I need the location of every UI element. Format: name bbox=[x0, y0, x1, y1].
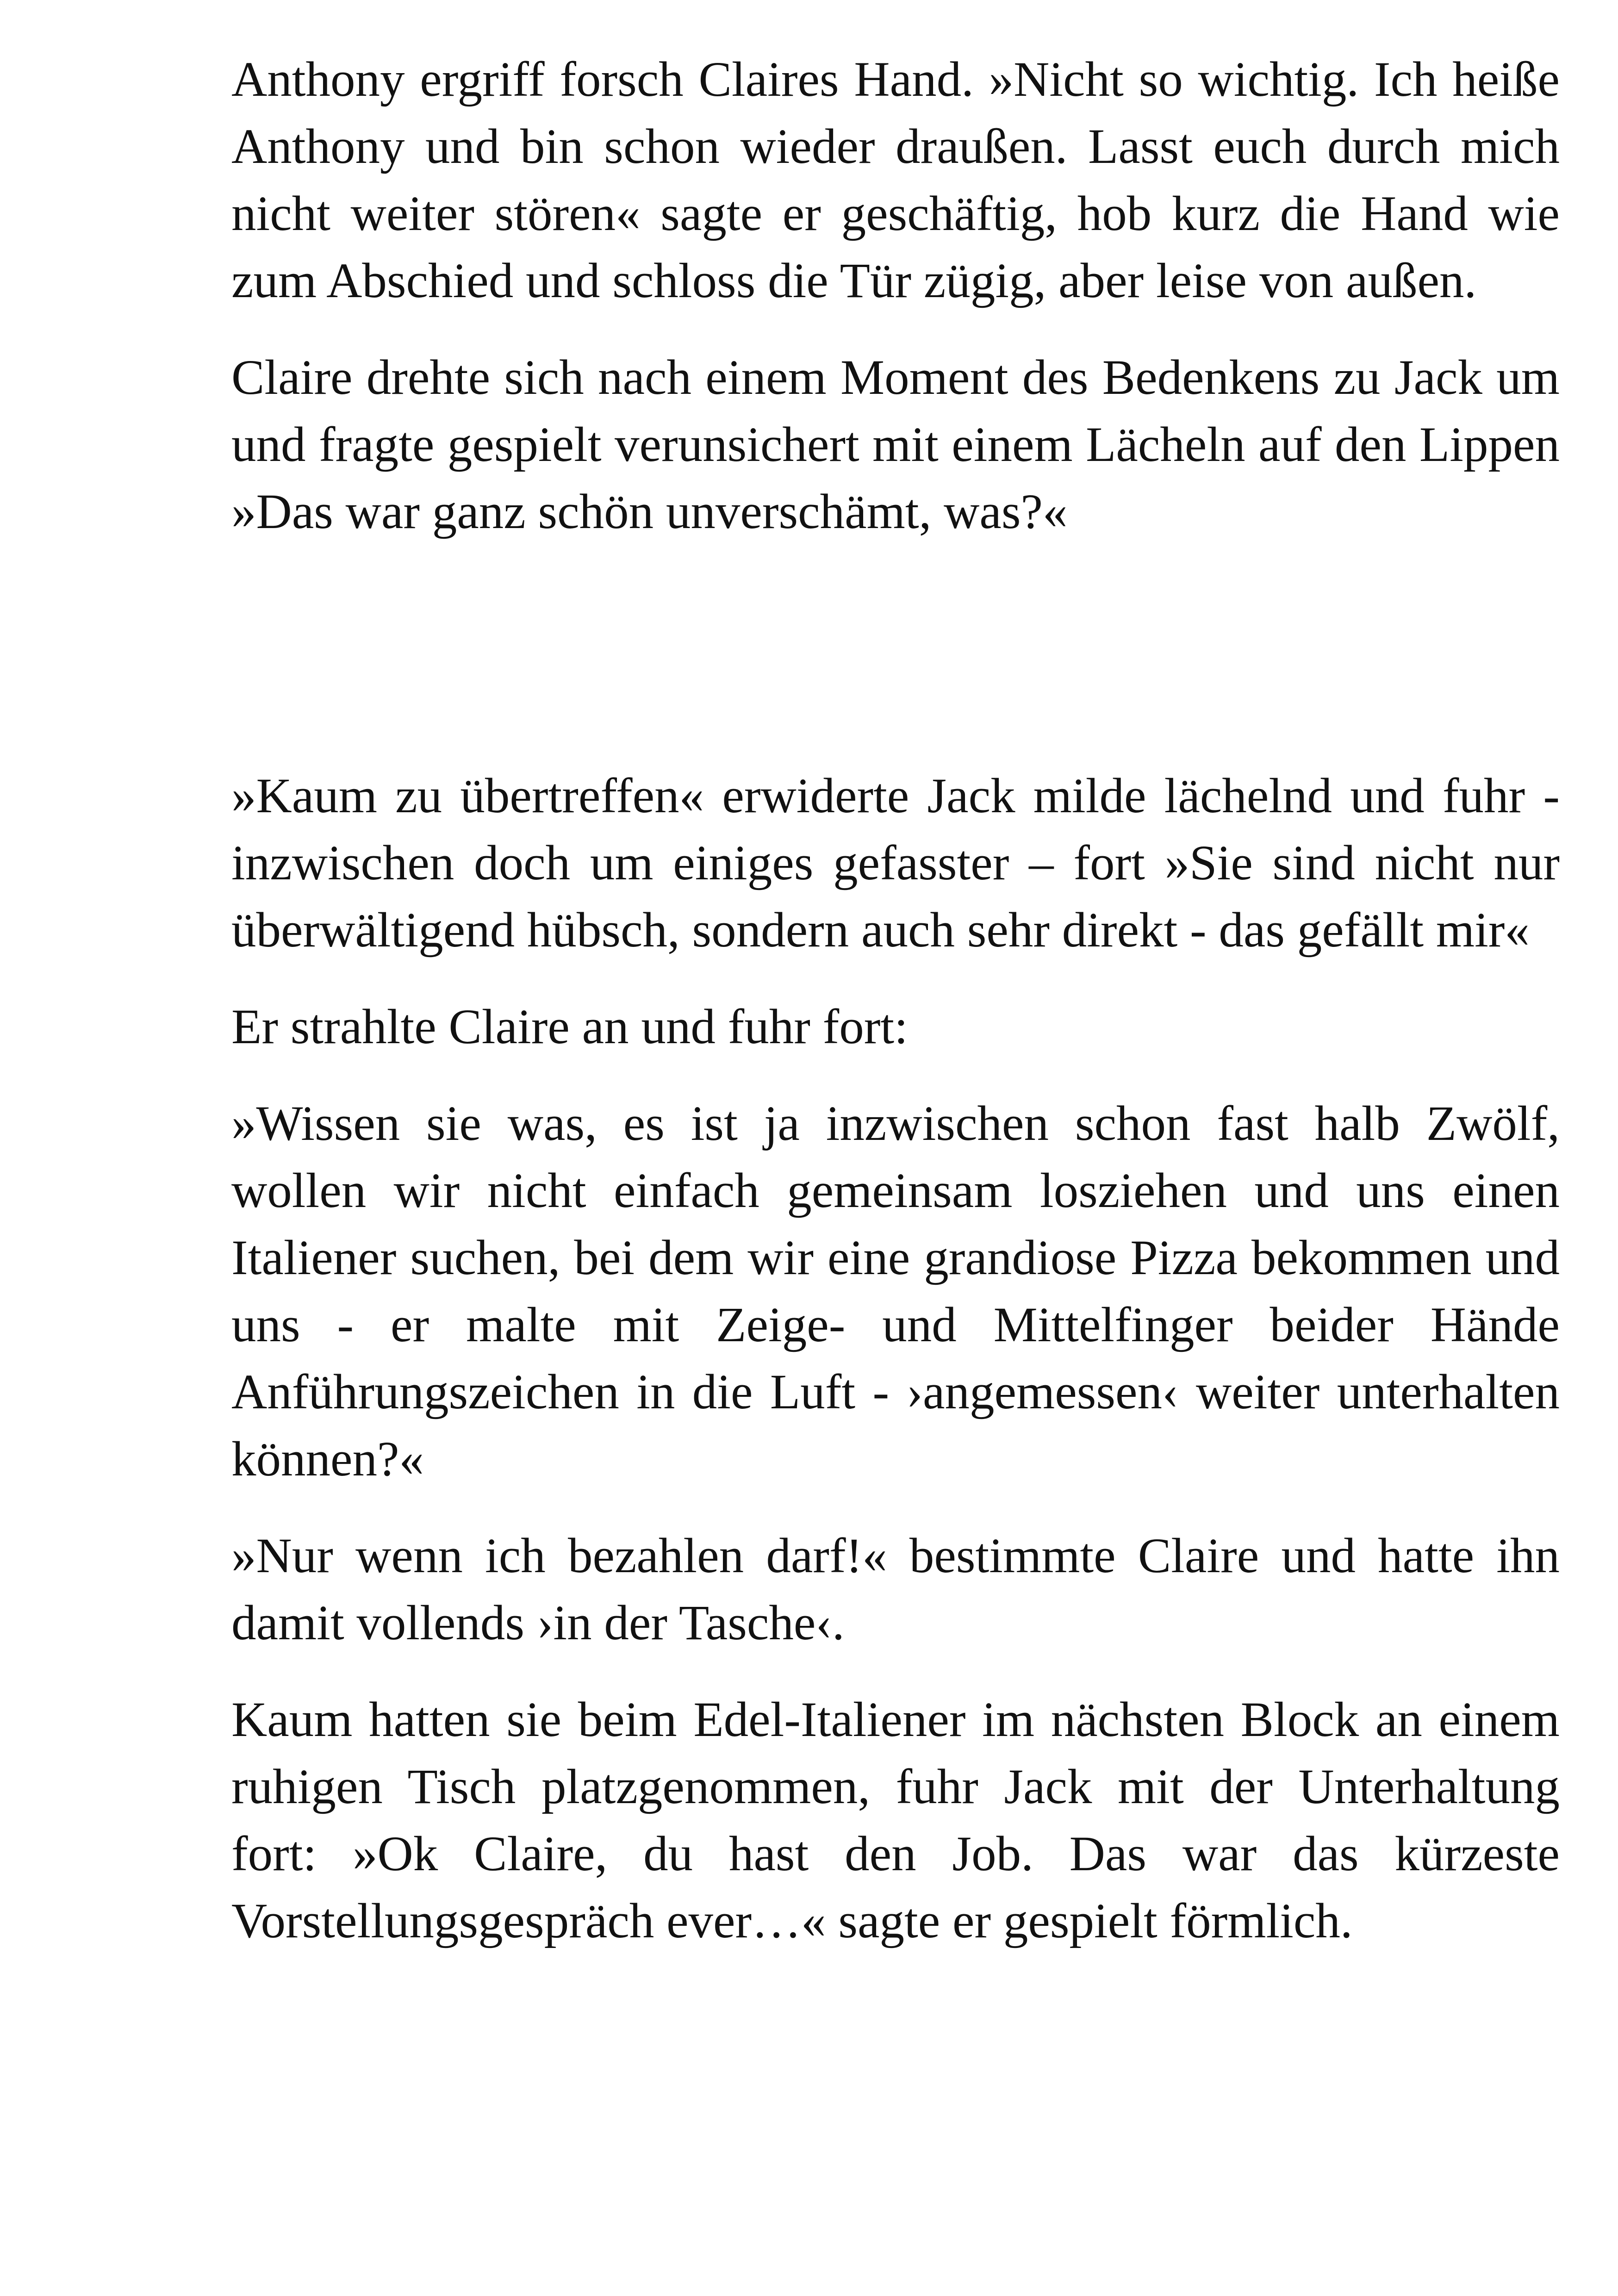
book-page bbox=[231, 46, 1560, 1985]
paragraph-claire-pays: »Nur wenn ich bezahlen darf!« bestimmte Claire und hatte ihn damit vollends ›in der Tasche‹. bbox=[231, 1529, 1560, 1650]
paragraph-jack-reply: »Kaum zu übertreffen« erwiderte Jack milde lächelnd und fuhr - inzwischen doch um einiges gefasster – fort »Sie sind nicht nur überwältigend hübsch, sondern auch sehr direkt - das gefällt mir« bbox=[231, 769, 1560, 958]
scene-break bbox=[231, 575, 1560, 763]
paragraph-anthony-exit: Anthony ergriff forsch Claires Hand. »Nicht so wichtig. Ich heiße Anthony und bin schon wieder draußen. Lasst euch durch mich nicht weiter stören« sagte er geschäftig, hob kurz die Hand wie zum Abschied und schloss die Tür zügig, aber leise von außen. bbox=[231, 52, 1560, 308]
paragraph-claire-question: Claire drehte sich nach einem Moment des Bedenkens zu Jack um und fragte gespielt verunsichert mit einem Lächeln auf den Lippen »Das war ganz schön unverschämt, was?« bbox=[231, 350, 1560, 539]
paragraph-jack-smiles: Er strahlte Claire an und fuhr fort: bbox=[231, 1000, 908, 1054]
paragraph-jack-invitation: »Wissen sie was, es ist ja inzwischen schon fast halb Zwölf, wollen wir nicht einfach gemeinsam losziehen und uns einen Italiener suchen, bei dem wir eine grandiose Pizza bekommen und uns - er malte mit Zeige- und Mittelfinger beider Hände Anführungszeichen in die Luft - ›angemessen‹ weiter unterhalten können?« bbox=[231, 1096, 1560, 1487]
paragraph-restaurant: Kaum hatten sie beim Edel-Italiener im nächsten Block an einem ruhigen Tisch platzgenommen, fuhr Jack mit der Unterhaltung fort: »Ok Claire, du hast den Job. Das war das kürzeste Vorstellungsgespräch ever…« sagte er gespielt förmlich. bbox=[231, 1692, 1560, 1948]
